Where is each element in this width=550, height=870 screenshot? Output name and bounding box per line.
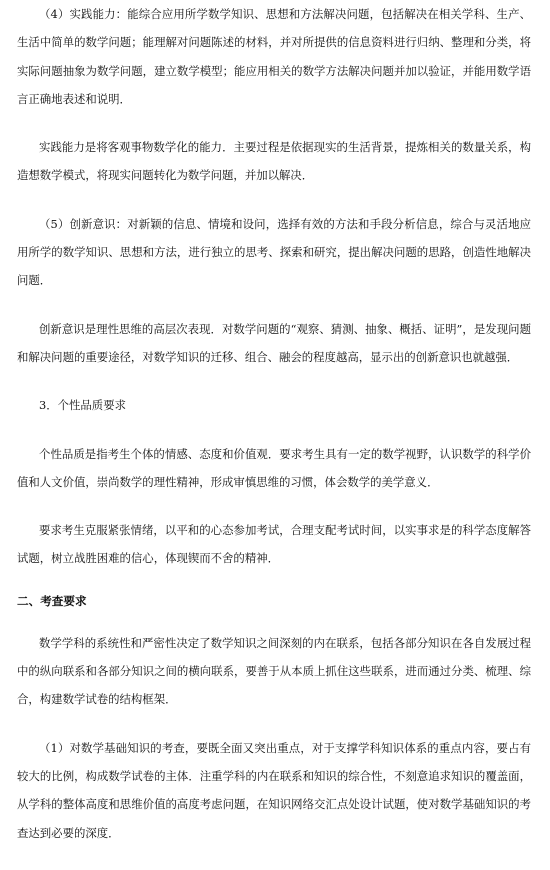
paragraph-practical-ability-explanation: 实践能力是将客观事物数学化的能力．主要过程是依据现实的生活背景，提炼相关的数量关系，构造想数学模式，将现实问题转化为数学问题，并加以解决． xyxy=(17,140,531,183)
document-page xyxy=(17,0,531,847)
paragraph-system-connections: 数学学科的系统性和严密性决定了数学知识之间深刻的内在联系，包括各部分知识在各自发展过程中的纵向联系和各部分知识之间的横向联系，要善于从本质上抓住这些联系，进而通过分类、梳理、综合，构建数学试卷的结构框架． xyxy=(17,635,531,707)
paragraph-personal-quality: 个性品质是指考生个体的情感、态度和价值观．要求考生具有一定的数学视野，认识数学的科学价值和人文价值，崇尚数学的理性精神，形成审慎思维的习惯，体会数学的美学意义． xyxy=(17,446,531,489)
subheading-personal-quality: 3．个性品质要求 xyxy=(39,398,126,413)
paragraph-practical-ability: （4）实践能力：能综合应用所学数学知识、思想和方法解决问题，包括解决在相关学科、生产、生活中简单的数学问题；能理解对问题陈述的材料，并对所提供的信息资料进行归纳、整理和分类，将实际问题抽象为数学问题，建立数学模型；能应用相关的数学方法解决问题并加以验证，并能用数学语言正确地表述和说明． xyxy=(17,7,531,106)
paragraph-innovation-awareness: （5）创新意识：对新颖的信息、情境和设问，选择有效的方法和手段分析信息，综合与灵活地应用所学的数学知识、思想和方法，进行独立的思考、探索和研究，提出解决问题的思路，创造性地解决问题． xyxy=(17,216,531,288)
paragraph-innovation-explanation: 创新意识是理性思维的高层次表现．对数学问题的“观察、猜测、抽象、概括、证明”，是发现问题和解决问题的重要途径，对数学知识的迁移、组合、融会的程度越高，显示出的创新意识也就越强． xyxy=(17,321,531,364)
section-heading: 二、考查要求 xyxy=(17,593,87,608)
paragraph-basic-knowledge: （1）对数学基础知识的考查，要既全面又突出重点，对于支撑学科知识体系的重点内容，要占有较大的比例，构成数学试卷的主体．注重学科的内在联系和知识的综合性，不刻意追求知识的覆盖面，从学科的整体高度和思维价值的高度考虑问题，在知识网络交汇点处设计试题，使对数学基础知识的考查达到必要的深度． xyxy=(17,740,531,840)
paragraph-exam-attitude: 要求考生克服紧张情绪，以平和的心态参加考试，合理支配考试时间，以实事求是的科学态度解答试题，树立战胜困难的信心，体现锲而不舍的精神． xyxy=(17,523,531,566)
